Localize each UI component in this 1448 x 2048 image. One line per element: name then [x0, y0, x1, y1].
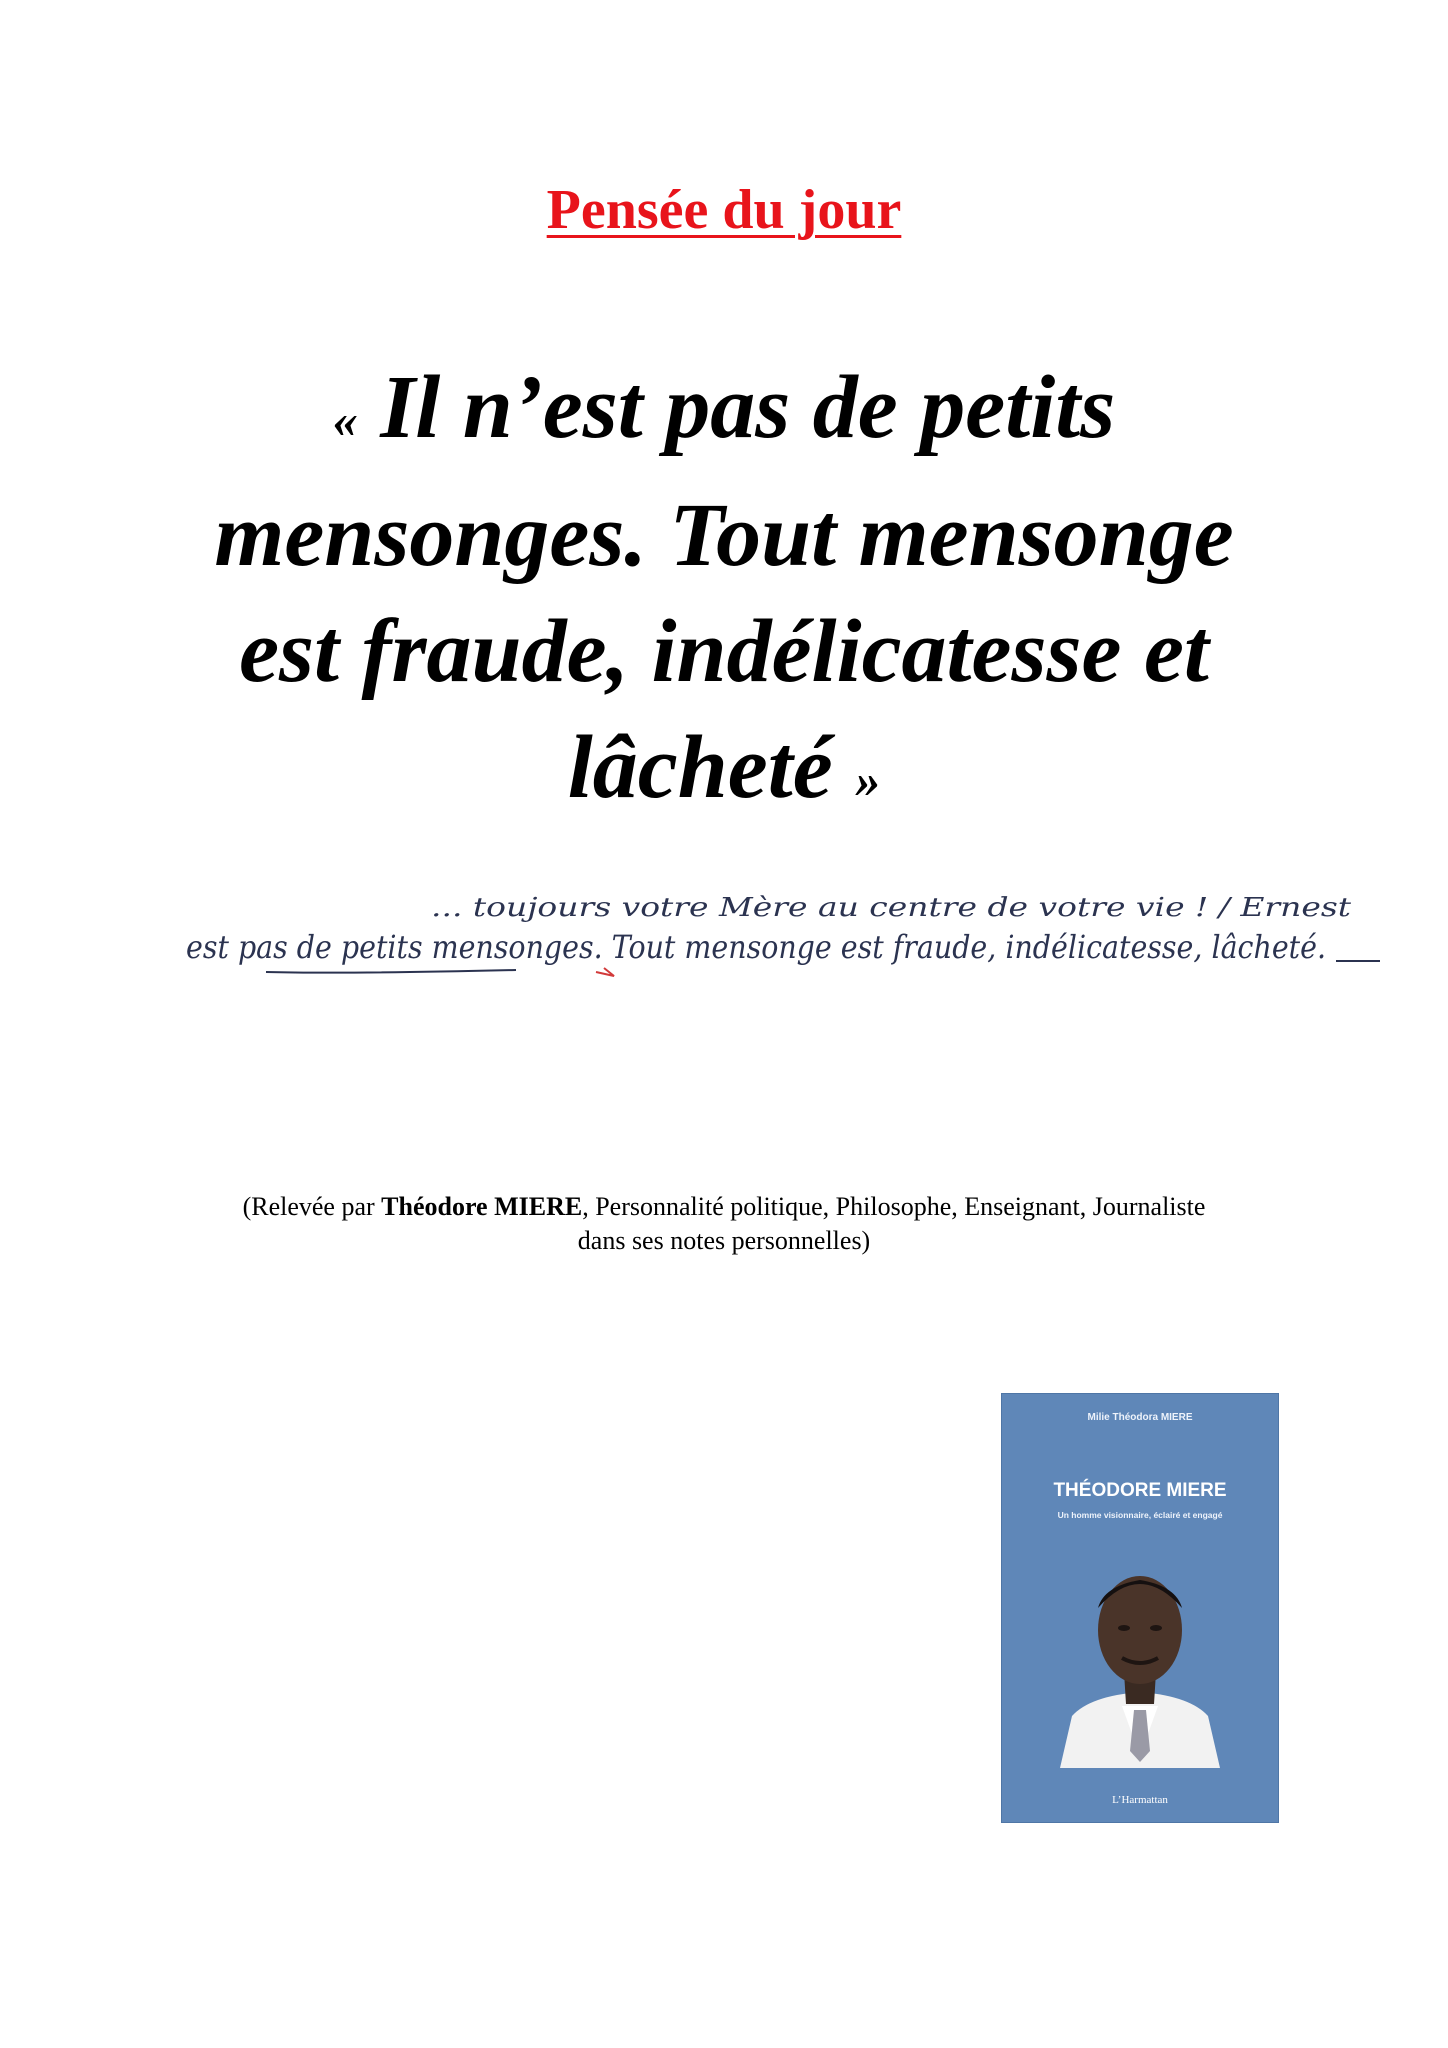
credit-name: Théodore MIERE — [381, 1192, 583, 1221]
book-title: THÉODORE MIERE — [1053, 1480, 1227, 1501]
book-subtitle: Un homme visionnaire, éclairé et engagé — [1057, 1510, 1223, 1520]
handwriting-line-2: est pas de petits mensonges. Tout mensonge est fraude, indélicatesse, lâcheté. — [186, 928, 1326, 966]
credit-prefix: (Relevée par — [242, 1192, 382, 1221]
author-portrait — [1050, 1546, 1230, 1768]
handwriting-line-1: ... toujours votre Mère au centre de votre vie ! / Ernest — [431, 893, 1352, 923]
book-cover — [1002, 1394, 1278, 1822]
handwritten-note-image — [186, 876, 1380, 996]
quote-text — [180, 350, 1268, 838]
quote-close-mark: » — [855, 752, 881, 808]
quote-body: Il n’est pas de petits mensonges. Tout mensonge est fraude, indélicatesse et lâcheté — [214, 358, 1234, 817]
credit-note — [150, 1190, 1298, 1258]
credit-line-2: dans ses notes personnelles) — [577, 1226, 871, 1255]
page-heading: Pensée du jour — [546, 179, 902, 241]
book-author: Milie Théodora MIERE — [1087, 1412, 1193, 1423]
credit-suffix: , Personnalité politique, Philosophe, Enseignant, Journaliste — [582, 1192, 1206, 1221]
quote-open-mark: « — [332, 392, 358, 448]
book-publisher: L’Harmattan — [1112, 1794, 1168, 1806]
